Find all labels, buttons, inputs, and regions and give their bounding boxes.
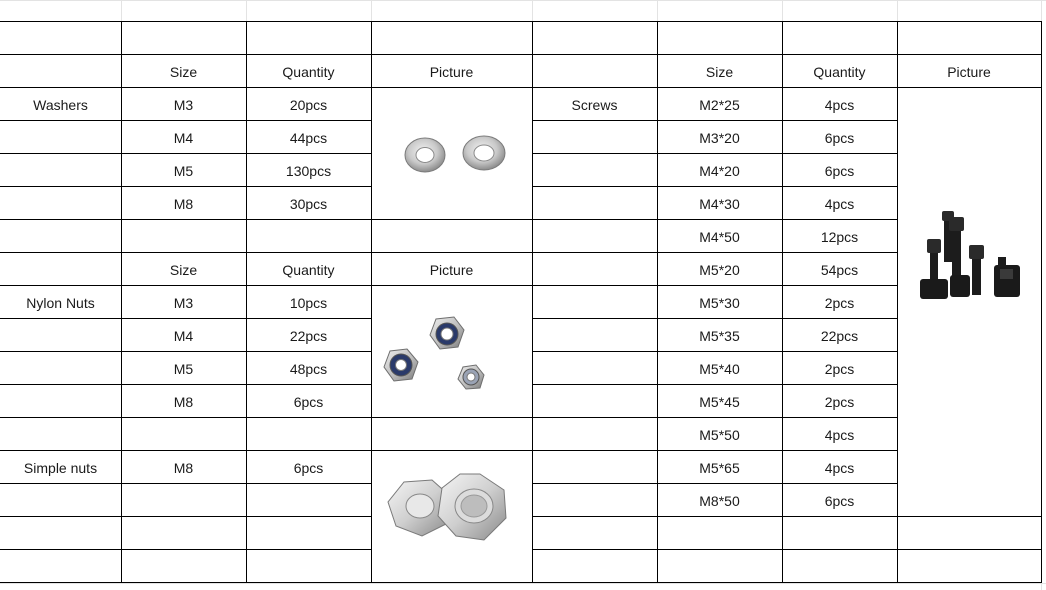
screws-qty-cell: 4pcs — [824, 195, 855, 212]
nylon-size-cell: M4 — [173, 327, 194, 344]
screws-qty-cell: 22pcs — [820, 327, 859, 344]
screws-size-cell: M5*30 — [699, 294, 740, 311]
screws-size-cell: M5*65 — [699, 459, 740, 476]
washers-qty-cell: 20pcs — [289, 96, 328, 113]
washers-size-cell: M8 — [173, 195, 194, 212]
screws-size-cell: M4*20 — [699, 162, 740, 179]
screws-size-cell: M3*20 — [699, 129, 740, 146]
washers-photo — [372, 89, 531, 219]
washers-quantity-header: Quantity — [282, 63, 335, 80]
nylon-size-cell: M3 — [173, 294, 194, 311]
grid-line — [1041, 21, 1042, 583]
washer-icon — [405, 138, 445, 172]
screws-picture-header: Picture — [947, 63, 991, 80]
washers-qty-cell: 44pcs — [289, 129, 328, 146]
screws-category-label: Screws — [571, 96, 618, 113]
nylon-nut-icon — [458, 365, 484, 389]
screws-size-cell: M5*45 — [699, 393, 740, 410]
screws-size-cell: M5*40 — [699, 360, 740, 377]
grid-line — [0, 516, 372, 517]
socket-head-screws-photo — [898, 89, 1041, 516]
screws-qty-cell: 4pcs — [824, 426, 855, 443]
screws-quantity-header: Quantity — [813, 63, 866, 80]
screws-qty-cell: 54pcs — [820, 261, 859, 278]
nylon-nuts-category-label: Nylon Nuts — [26, 294, 95, 311]
simple-nuts-size-cell: M8 — [173, 459, 194, 476]
nylon-qty-cell: 48pcs — [289, 360, 328, 377]
nylon-quantity-header: Quantity — [282, 261, 335, 278]
nylon-size-header: Size — [169, 261, 198, 278]
simple-nuts-category-label: Simple nuts — [23, 459, 98, 476]
nylon-nut-icon — [430, 317, 464, 349]
washers-category-label: Washers — [33, 96, 88, 113]
nylon-picture-header: Picture — [429, 261, 474, 278]
simple-nuts-qty-cell: 6pcs — [293, 459, 324, 476]
screws-size-header: Size — [705, 63, 734, 80]
screws-qty-cell: 2pcs — [824, 294, 855, 311]
screws-qty-cell: 4pcs — [824, 459, 855, 476]
screws-qty-cell: 6pcs — [824, 492, 855, 509]
washers-size-cell: M3 — [173, 96, 194, 113]
washers-size-header: Size — [169, 63, 198, 80]
hex-nut-icon — [438, 474, 506, 540]
screw-icon — [969, 245, 984, 295]
screws-qty-cell: 6pcs — [824, 162, 855, 179]
nylon-size-cell: M5 — [173, 360, 194, 377]
nylon-qty-cell: 22pcs — [289, 327, 328, 344]
washers-picture-header: Picture — [429, 63, 474, 80]
hex-nuts-photo — [372, 452, 531, 583]
screws-qty-cell: 12pcs — [820, 228, 859, 245]
washers-size-cell: M5 — [173, 162, 194, 179]
nylon-lock-nuts-photo — [372, 287, 531, 417]
screws-size-cell: M4*30 — [699, 195, 740, 212]
screws-size-cell: M8*50 — [699, 492, 740, 509]
washer-icon — [463, 136, 505, 170]
nylon-nut-icon — [384, 349, 418, 381]
screws-qty-cell: 2pcs — [824, 393, 855, 410]
nylon-qty-cell: 6pcs — [293, 393, 324, 410]
screws-size-cell: M5*35 — [699, 327, 740, 344]
screws-size-cell: M4*50 — [699, 228, 740, 245]
screws-size-cell: M5*20 — [699, 261, 740, 278]
nylon-size-cell: M8 — [173, 393, 194, 410]
grid-line — [0, 21, 1041, 22]
screws-size-cell: M5*50 — [699, 426, 740, 443]
washers-size-cell: M4 — [173, 129, 194, 146]
grid-line — [0, 549, 372, 550]
grid-line — [532, 549, 1041, 550]
washers-qty-cell: 30pcs — [289, 195, 328, 212]
screws-size-cell: M2*25 — [699, 96, 740, 113]
nylon-qty-cell: 10pcs — [289, 294, 328, 311]
washers-qty-cell: 130pcs — [285, 162, 332, 179]
screws-qty-cell: 2pcs — [824, 360, 855, 377]
screws-qty-cell: 4pcs — [824, 96, 855, 113]
screws-qty-cell: 6pcs — [824, 129, 855, 146]
